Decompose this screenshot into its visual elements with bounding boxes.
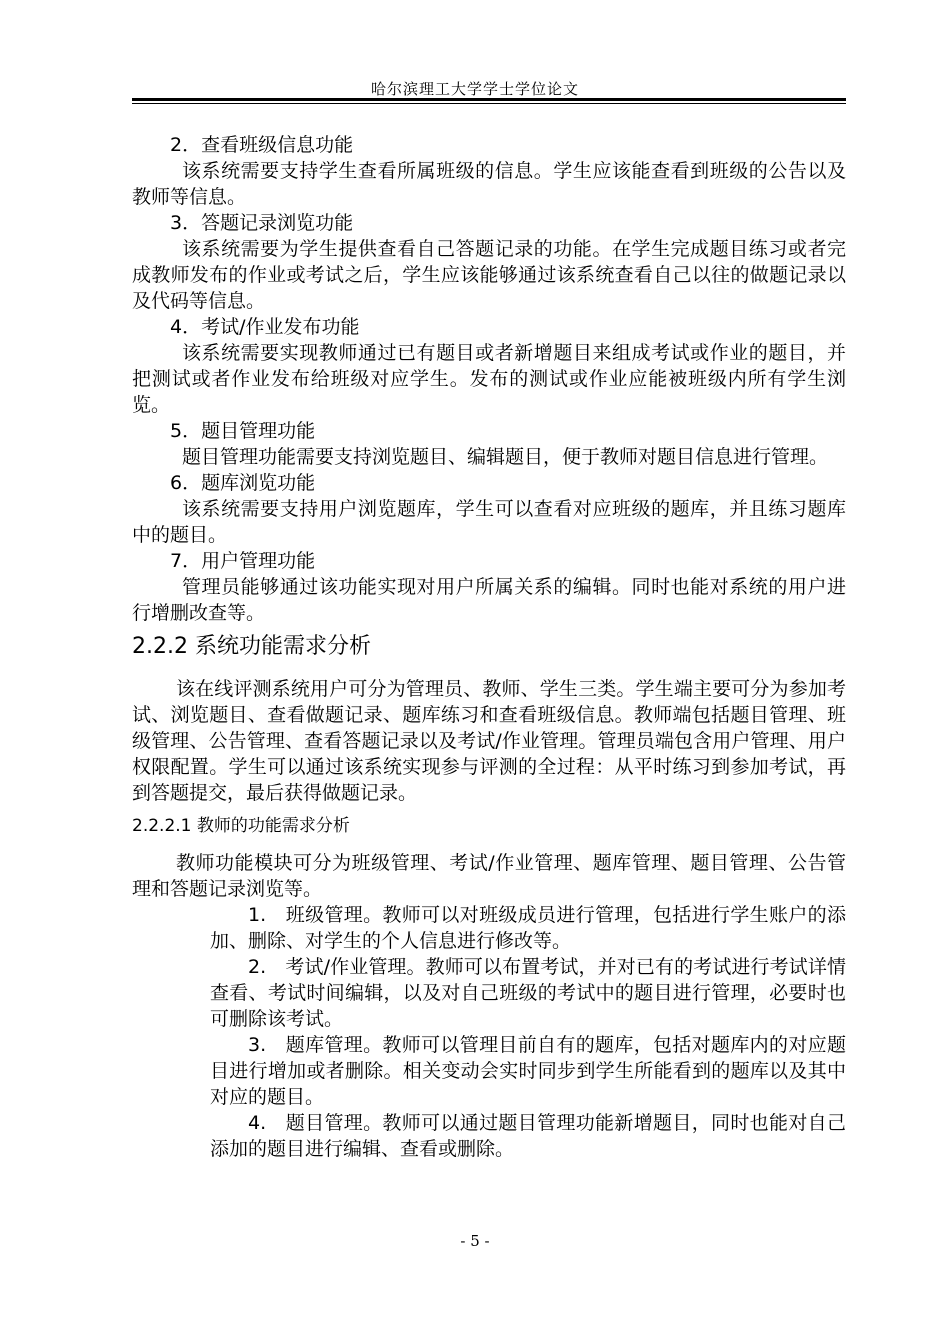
item-heading-7: 7．用户管理功能 (170, 550, 316, 572)
list-item-4: 4. 题目管理。教师可以通过题目管理功能新增题目，同时也能对自己添加的题目进行编辑、查看或删除。 (210, 1112, 846, 1160)
subsection-paragraph: 教师功能模块可分为班级管理、考试/作业管理、题库管理、题目管理、公告管理和答题记录浏览等。 (132, 852, 846, 900)
item-heading-6: 6．题库浏览功能 (170, 472, 316, 494)
item-text-2: 该系统需要支持学生查看所属班级的信息。学生应该能查看到班级的公告以及教师等信息。 (132, 160, 846, 208)
list-item-2: 2. 考试/作业管理。教师可以布置考试，并对已有的考试进行考试详情查看、考试时间编辑，以及对自己班级的考试中的题目进行管理，必要时也可删除该考试。 (210, 956, 846, 1030)
item-text-4: 该系统需要实现教师通过已有题目或者新增题目来组成考试或作业的题目，并把测试或者作业发布给班级对应学生。发布的测试或作业应能被班级内所有学生浏览。 (132, 342, 846, 416)
item-text-3: 该系统需要为学生提供查看自己答题记录的功能。在学生完成题目练习或者完成教师发布的作业或考试之后，学生应该能够通过该系统查看自己以往的做题记录以及代码等信息。 (132, 238, 846, 312)
item-heading-2: 2．查看班级信息功能 (170, 134, 354, 156)
page-number: - 5 - (460, 1232, 490, 1250)
subsection-heading: 2.2.2.1 教师的功能需求分析 (132, 816, 350, 836)
running-header: 哈尔滨理工大学学士学位论文 (370, 80, 579, 98)
item-heading-3: 3．答题记录浏览功能 (170, 212, 354, 234)
section-heading: 2.2.2 系统功能需求分析 (132, 634, 371, 659)
item-heading-5: 5．题目管理功能 (170, 420, 316, 442)
header-rule-thin (132, 103, 846, 104)
item-text-7: 管理员能够通过该功能实现对用户所属关系的编辑。同时也能对系统的用户进行增删改查等。 (132, 576, 846, 624)
item-text-5: 题目管理功能需要支持浏览题目、编辑题目，便于教师对题目信息进行管理。 (182, 446, 829, 468)
list-item-3: 3. 题库管理。教师可以管理目前自有的题库，包括对题库内的对应题目进行增加或者删除。相关变动会实时同步到学生所能看到的题库以及其中对应的题目。 (210, 1034, 846, 1108)
list-item-1: 1. 班级管理。教师可以对班级成员进行管理，包括进行学生账户的添加、删除、对学生的个人信息进行修改等。 (210, 904, 846, 952)
page-body (132, 132, 846, 1162)
item-text-6: 该系统需要支持用户浏览题库，学生可以查看对应班级的题库，并且练习题库中的题目。 (132, 498, 846, 546)
header-rule-thick (132, 98, 846, 101)
section-paragraph: 该在线评测系统用户可分为管理员、教师、学生三类。学生端主要可分为参加考试、浏览题目、查看做题记录、题库练习和查看班级信息。教师端包括题目管理、班级管理、公告管理、查看答题记录以及考试/作业管理。管理员端包含用户管理、用户权限配置。学生可以通过该系统实现参与评测的全过程：从平时练习到参加考试，再到答题提交，最后获得做题记录。 (132, 678, 846, 804)
item-heading-4: 4．考试/作业发布功能 (170, 316, 360, 338)
